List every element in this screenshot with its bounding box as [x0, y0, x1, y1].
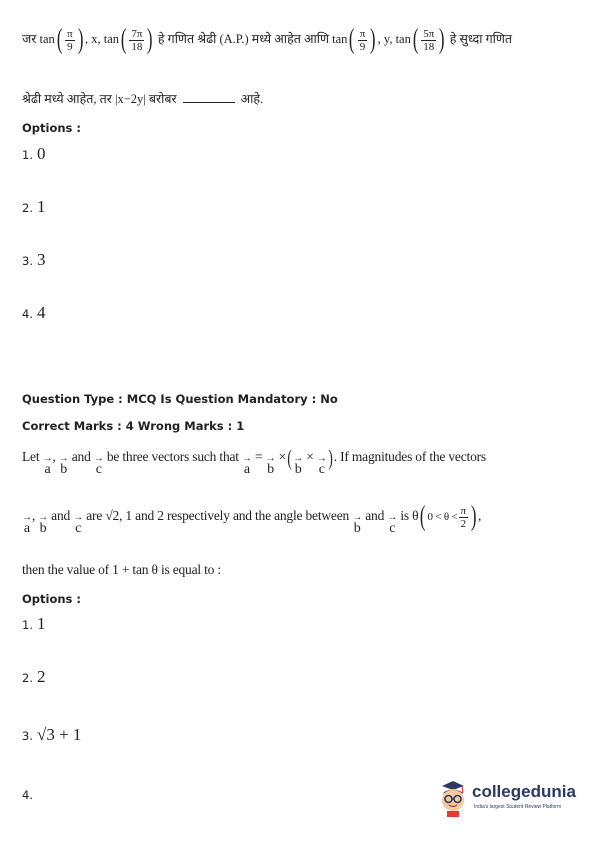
- logo-tagline: India's largest Student Review Platform: [474, 804, 562, 810]
- q1-fraction-1: [65, 28, 75, 53]
- option-value: 0: [36, 144, 46, 163]
- question-2-line-3: then the value of 1 + tan θ is equal to :: [22, 562, 221, 577]
- paren-open: (: [56, 24, 63, 56]
- marks-line: Correct Marks : 4 Wrong Marks : 1: [22, 419, 245, 433]
- q2-are-text: are √2, 1 and 2 respectively and the angle between: [86, 508, 350, 524]
- vector-a: → a: [42, 453, 53, 478]
- fraction-denominator: 18: [423, 40, 435, 53]
- vector-letter: c: [95, 462, 102, 478]
- vector-letter: b: [353, 521, 361, 537]
- collegedunia-logo: [436, 778, 581, 818]
- q1-options-label: Options :: [22, 121, 81, 135]
- q1-option-4: [22, 303, 45, 323]
- option-value: 1: [36, 614, 46, 633]
- q2-options-label: Options :: [22, 592, 81, 606]
- q1-line2-end: आहे.: [240, 92, 264, 106]
- q1-line2-text: श्रेढी मध्ये आहेत, तर |x−2y| बरोबर: [22, 92, 177, 106]
- vector-c: → c: [316, 453, 327, 478]
- cross-sign: ×: [278, 449, 287, 465]
- option-value: 1: [36, 197, 46, 216]
- paren-close: ): [470, 501, 477, 532]
- vector-letter: c: [389, 521, 396, 537]
- option-number: 4.: [22, 307, 33, 321]
- option-number: 4.: [22, 788, 33, 802]
- q2-mid-text: be three vectors such that: [106, 449, 239, 465]
- fraction-numerator: π: [359, 27, 366, 40]
- q2-is-text: is θ: [400, 508, 419, 524]
- paren-close: ): [328, 445, 333, 470]
- q2-option-2: [22, 667, 45, 687]
- option-number: 2.: [22, 671, 33, 685]
- q1-text-3: हे गणित श्रेढी (A.P.) मध्ये आहेत आणि tan: [157, 32, 348, 46]
- paren-open: (: [420, 501, 426, 532]
- vector-c: → c: [73, 512, 84, 537]
- paren-open: (: [120, 24, 127, 56]
- q2-condition: 0 < θ <: [427, 511, 458, 524]
- vector-a: → a: [22, 512, 32, 537]
- q1-option-1: [22, 144, 45, 164]
- paren-open: (: [412, 24, 419, 56]
- option-number: 1.: [22, 148, 33, 162]
- vector-b: → b: [293, 453, 304, 478]
- vector-letter: c: [318, 462, 325, 478]
- vector-c: → c: [387, 512, 398, 537]
- logo-name: collegedunia: [472, 782, 576, 801]
- question-1-line-2: [22, 90, 263, 107]
- vector-letter: a: [23, 521, 30, 537]
- fraction-denominator: 9: [359, 40, 366, 53]
- q2-and: and: [71, 449, 91, 465]
- option-number: 3.: [22, 729, 33, 743]
- question-2-line-1: Let → a , → b and → c be three vectors such that → a = → b ×( → b × → c ). If magnitudes of the vectors: [22, 445, 486, 478]
- q2-and: and: [51, 508, 71, 524]
- q1-text-1: जर tan: [22, 32, 55, 46]
- q1-fraction-4: [421, 28, 436, 53]
- option-number: 3.: [22, 254, 33, 268]
- vector-b: → b: [265, 453, 276, 478]
- q1-fraction-2: [129, 28, 144, 53]
- question-1-line-1: [22, 22, 512, 56]
- paren-close: ): [370, 24, 376, 56]
- fraction-numerator: π: [67, 27, 73, 40]
- q2-option-1: [22, 614, 45, 634]
- paren-close: ): [147, 24, 153, 56]
- option-number: 2.: [22, 201, 33, 215]
- question-type-line: Question Type : MCQ Is Question Mandatory : No: [22, 392, 338, 406]
- paren-close: ): [77, 24, 84, 56]
- vector-b: → b: [38, 512, 48, 537]
- equals-sign: =: [255, 449, 263, 465]
- vector-letter: a: [243, 462, 250, 478]
- mascot-icon: [436, 778, 470, 818]
- answer-blank: [183, 92, 235, 103]
- vector-letter: b: [60, 462, 68, 478]
- option-value: 2: [36, 667, 46, 686]
- paren-open: (: [287, 445, 292, 470]
- q1-text-5: हे सुध्दा गणित: [449, 32, 513, 46]
- vector-c: → c: [93, 453, 104, 478]
- vector-letter: a: [44, 462, 51, 478]
- q1-fraction-3: [358, 28, 368, 53]
- vector-b: → b: [352, 512, 363, 537]
- q2-option-4: [22, 784, 37, 804]
- q2-and: and: [365, 508, 385, 524]
- q2-end-text: . If magnitudes of the vectors: [333, 449, 486, 465]
- q1-text-4: , y, tan: [377, 32, 411, 46]
- q2-option-3: [22, 725, 81, 745]
- option-number: 1.: [22, 618, 33, 632]
- vector-a: → a: [242, 453, 252, 478]
- fraction-denominator: 18: [131, 40, 143, 53]
- fraction-denominator: 9: [67, 40, 73, 53]
- option-value: 4: [36, 303, 46, 322]
- vector-letter: b: [39, 521, 47, 537]
- vector-letter: c: [75, 521, 82, 537]
- option-value: √3 + 1: [36, 725, 82, 744]
- fraction-numerator: π: [460, 504, 466, 517]
- q2-fraction: [459, 505, 468, 530]
- q1-text-2: , x, tan: [85, 32, 120, 46]
- vector-b: → b: [58, 453, 69, 478]
- q2-let: Let: [22, 449, 40, 465]
- cross-sign: ×: [306, 449, 314, 465]
- fraction-numerator: 7π: [131, 27, 143, 40]
- paren-open: (: [349, 24, 355, 56]
- vector-letter: b: [267, 462, 274, 478]
- option-value: 3: [36, 250, 46, 269]
- question-2-line-2: → a , → b and → c are √2, 1 and 2 respectively and the angle between → b and → c is θ( 0 < θ < $\frac{\pi}{2}$ ) ,: [22, 501, 482, 537]
- fraction-denominator: 2: [460, 517, 466, 530]
- fraction-numerator: 5π: [423, 27, 435, 40]
- paren-close: ): [439, 24, 445, 56]
- q1-option-3: [22, 250, 45, 270]
- q1-option-2: [22, 197, 45, 217]
- vector-letter: b: [294, 462, 302, 478]
